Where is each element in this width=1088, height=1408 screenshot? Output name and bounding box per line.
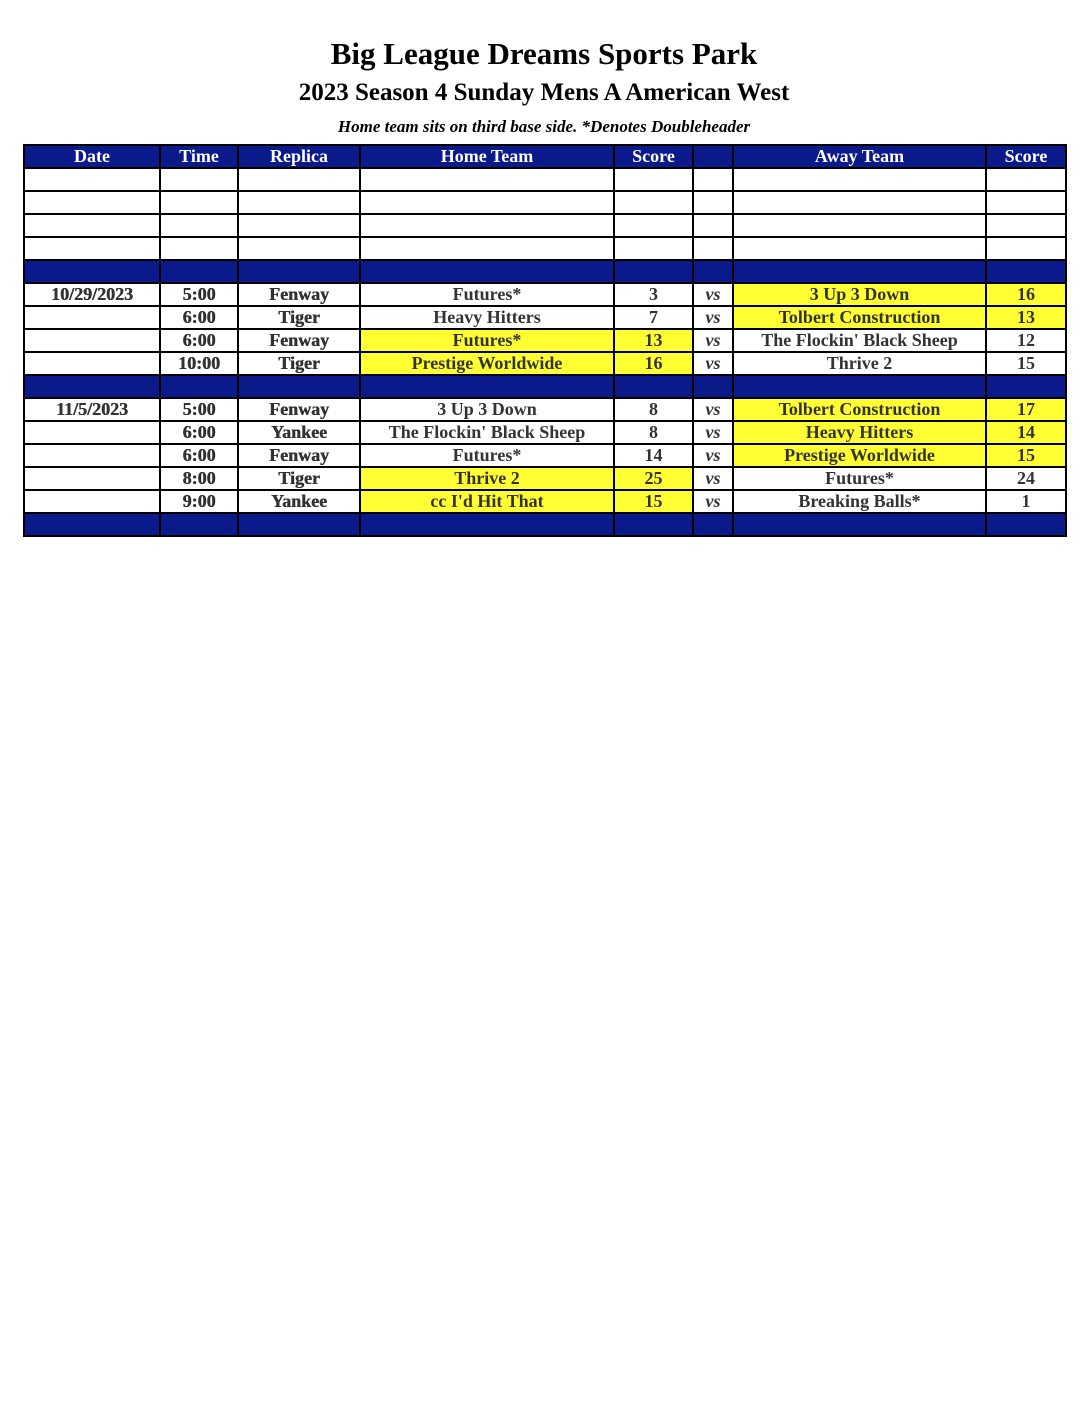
away-score: 13 [986, 306, 1066, 329]
col-header-away-team: Away Team [733, 145, 986, 168]
game-date [24, 352, 160, 375]
game-time: 9:00 [160, 490, 238, 513]
vs-label: vs [693, 467, 733, 490]
col-header-vs [693, 145, 733, 168]
schedule-body [24, 168, 1066, 536]
away-team: Tolbert Construction [733, 398, 986, 421]
col-header-away-score: Score [986, 145, 1066, 168]
game-date: 11/5/2023 [24, 398, 160, 421]
band-cell [986, 513, 1066, 536]
vs-label: vs [693, 398, 733, 421]
home-score: 13 [614, 329, 693, 352]
vs-label: vs [693, 421, 733, 444]
home-score: 8 [614, 421, 693, 444]
away-team: Futures* [733, 467, 986, 490]
home-team: Prestige Worldwide [360, 352, 614, 375]
game-time: 6:00 [160, 444, 238, 467]
away-score: 15 [986, 444, 1066, 467]
game-replica: Yankee [238, 490, 360, 513]
home-team: Futures* [360, 283, 614, 306]
game-row [24, 329, 1066, 352]
band-cell [238, 513, 360, 536]
vs-label: vs [693, 329, 733, 352]
band-cell [360, 513, 614, 536]
game-replica: Fenway [238, 329, 360, 352]
game-row [24, 306, 1066, 329]
game-date [24, 329, 160, 352]
game-replica: Fenway [238, 283, 360, 306]
away-team: The Flockin' Black Sheep [733, 329, 986, 352]
band-cell [24, 513, 160, 536]
band-cell [986, 375, 1066, 398]
away-score: 12 [986, 329, 1066, 352]
vs-label: vs [693, 283, 733, 306]
home-score: 7 [614, 306, 693, 329]
home-score: 8 [614, 398, 693, 421]
home-score: 16 [614, 352, 693, 375]
band-cell [160, 513, 238, 536]
game-date [24, 306, 160, 329]
band-cell [614, 375, 693, 398]
band-cell [24, 375, 160, 398]
game-row [24, 283, 1066, 306]
separator-band [24, 375, 1066, 398]
col-header-home-score: Score [614, 145, 693, 168]
game-date: 10/29/2023 [24, 283, 160, 306]
game-date [24, 467, 160, 490]
separator-band [24, 513, 1066, 536]
game-row [24, 421, 1066, 444]
vs-label: vs [693, 490, 733, 513]
separator-band [24, 260, 1066, 283]
away-team: Breaking Balls* [733, 490, 986, 513]
blank-row [24, 214, 1066, 237]
col-header-date: Date [24, 145, 160, 168]
game-replica: Tiger [238, 306, 360, 329]
home-team: cc I'd Hit That [360, 490, 614, 513]
away-team: Thrive 2 [733, 352, 986, 375]
home-team: Thrive 2 [360, 467, 614, 490]
game-time: 6:00 [160, 306, 238, 329]
col-header-replica: Replica [238, 145, 360, 168]
band-cell [238, 375, 360, 398]
col-header-home-team: Home Team [360, 145, 614, 168]
away-team: Heavy Hitters [733, 421, 986, 444]
home-team: 3 Up 3 Down [360, 398, 614, 421]
band-cell [693, 375, 733, 398]
home-score: 3 [614, 283, 693, 306]
game-row [24, 398, 1066, 421]
away-team: Tolbert Construction [733, 306, 986, 329]
game-time: 8:00 [160, 467, 238, 490]
game-row [24, 352, 1066, 375]
band-cell [614, 513, 693, 536]
game-time: 5:00 [160, 283, 238, 306]
band-cell [693, 513, 733, 536]
blank-row [24, 191, 1066, 214]
vs-label: vs [693, 444, 733, 467]
game-replica: Fenway [238, 398, 360, 421]
page-title: Big League Dreams Sports Park [330, 36, 758, 71]
away-score: 15 [986, 352, 1066, 375]
away-score: 17 [986, 398, 1066, 421]
away-score: 24 [986, 467, 1066, 490]
game-date [24, 490, 160, 513]
game-row [24, 467, 1066, 490]
away-score: 14 [986, 421, 1066, 444]
away-team: 3 Up 3 Down [733, 283, 986, 306]
game-time: 5:00 [160, 398, 238, 421]
header-row [24, 145, 1066, 168]
game-replica: Tiger [238, 467, 360, 490]
home-team: The Flockin' Black Sheep [360, 421, 614, 444]
game-time: 10:00 [160, 352, 238, 375]
home-score: 25 [614, 467, 693, 490]
schedule-table [23, 144, 1067, 537]
band-cell [160, 375, 238, 398]
home-score: 15 [614, 490, 693, 513]
game-time: 6:00 [160, 421, 238, 444]
away-score: 16 [986, 283, 1066, 306]
page-subtitle: 2023 Season 4 Sunday Mens A American West [298, 79, 790, 106]
game-replica: Tiger [238, 352, 360, 375]
home-team: Heavy Hitters [360, 306, 614, 329]
blank-row [24, 237, 1066, 260]
vs-label: vs [693, 352, 733, 375]
away-team: Prestige Worldwide [733, 444, 986, 467]
away-score: 1 [986, 490, 1066, 513]
game-date [24, 444, 160, 467]
band-cell [733, 513, 986, 536]
vs-label: vs [693, 306, 733, 329]
game-replica: Fenway [238, 444, 360, 467]
band-cell [733, 375, 986, 398]
home-team: Futures* [360, 329, 614, 352]
col-header-time: Time [160, 145, 238, 168]
schedule-note: Home team sits on third base side. *Denotes Doubleheader [337, 117, 751, 136]
home-score: 14 [614, 444, 693, 467]
home-team: Futures* [360, 444, 614, 467]
band-cell [360, 375, 614, 398]
game-time: 6:00 [160, 329, 238, 352]
game-row [24, 490, 1066, 513]
game-date [24, 421, 160, 444]
blank-row [24, 168, 1066, 191]
game-replica: Yankee [238, 421, 360, 444]
game-row [24, 444, 1066, 467]
